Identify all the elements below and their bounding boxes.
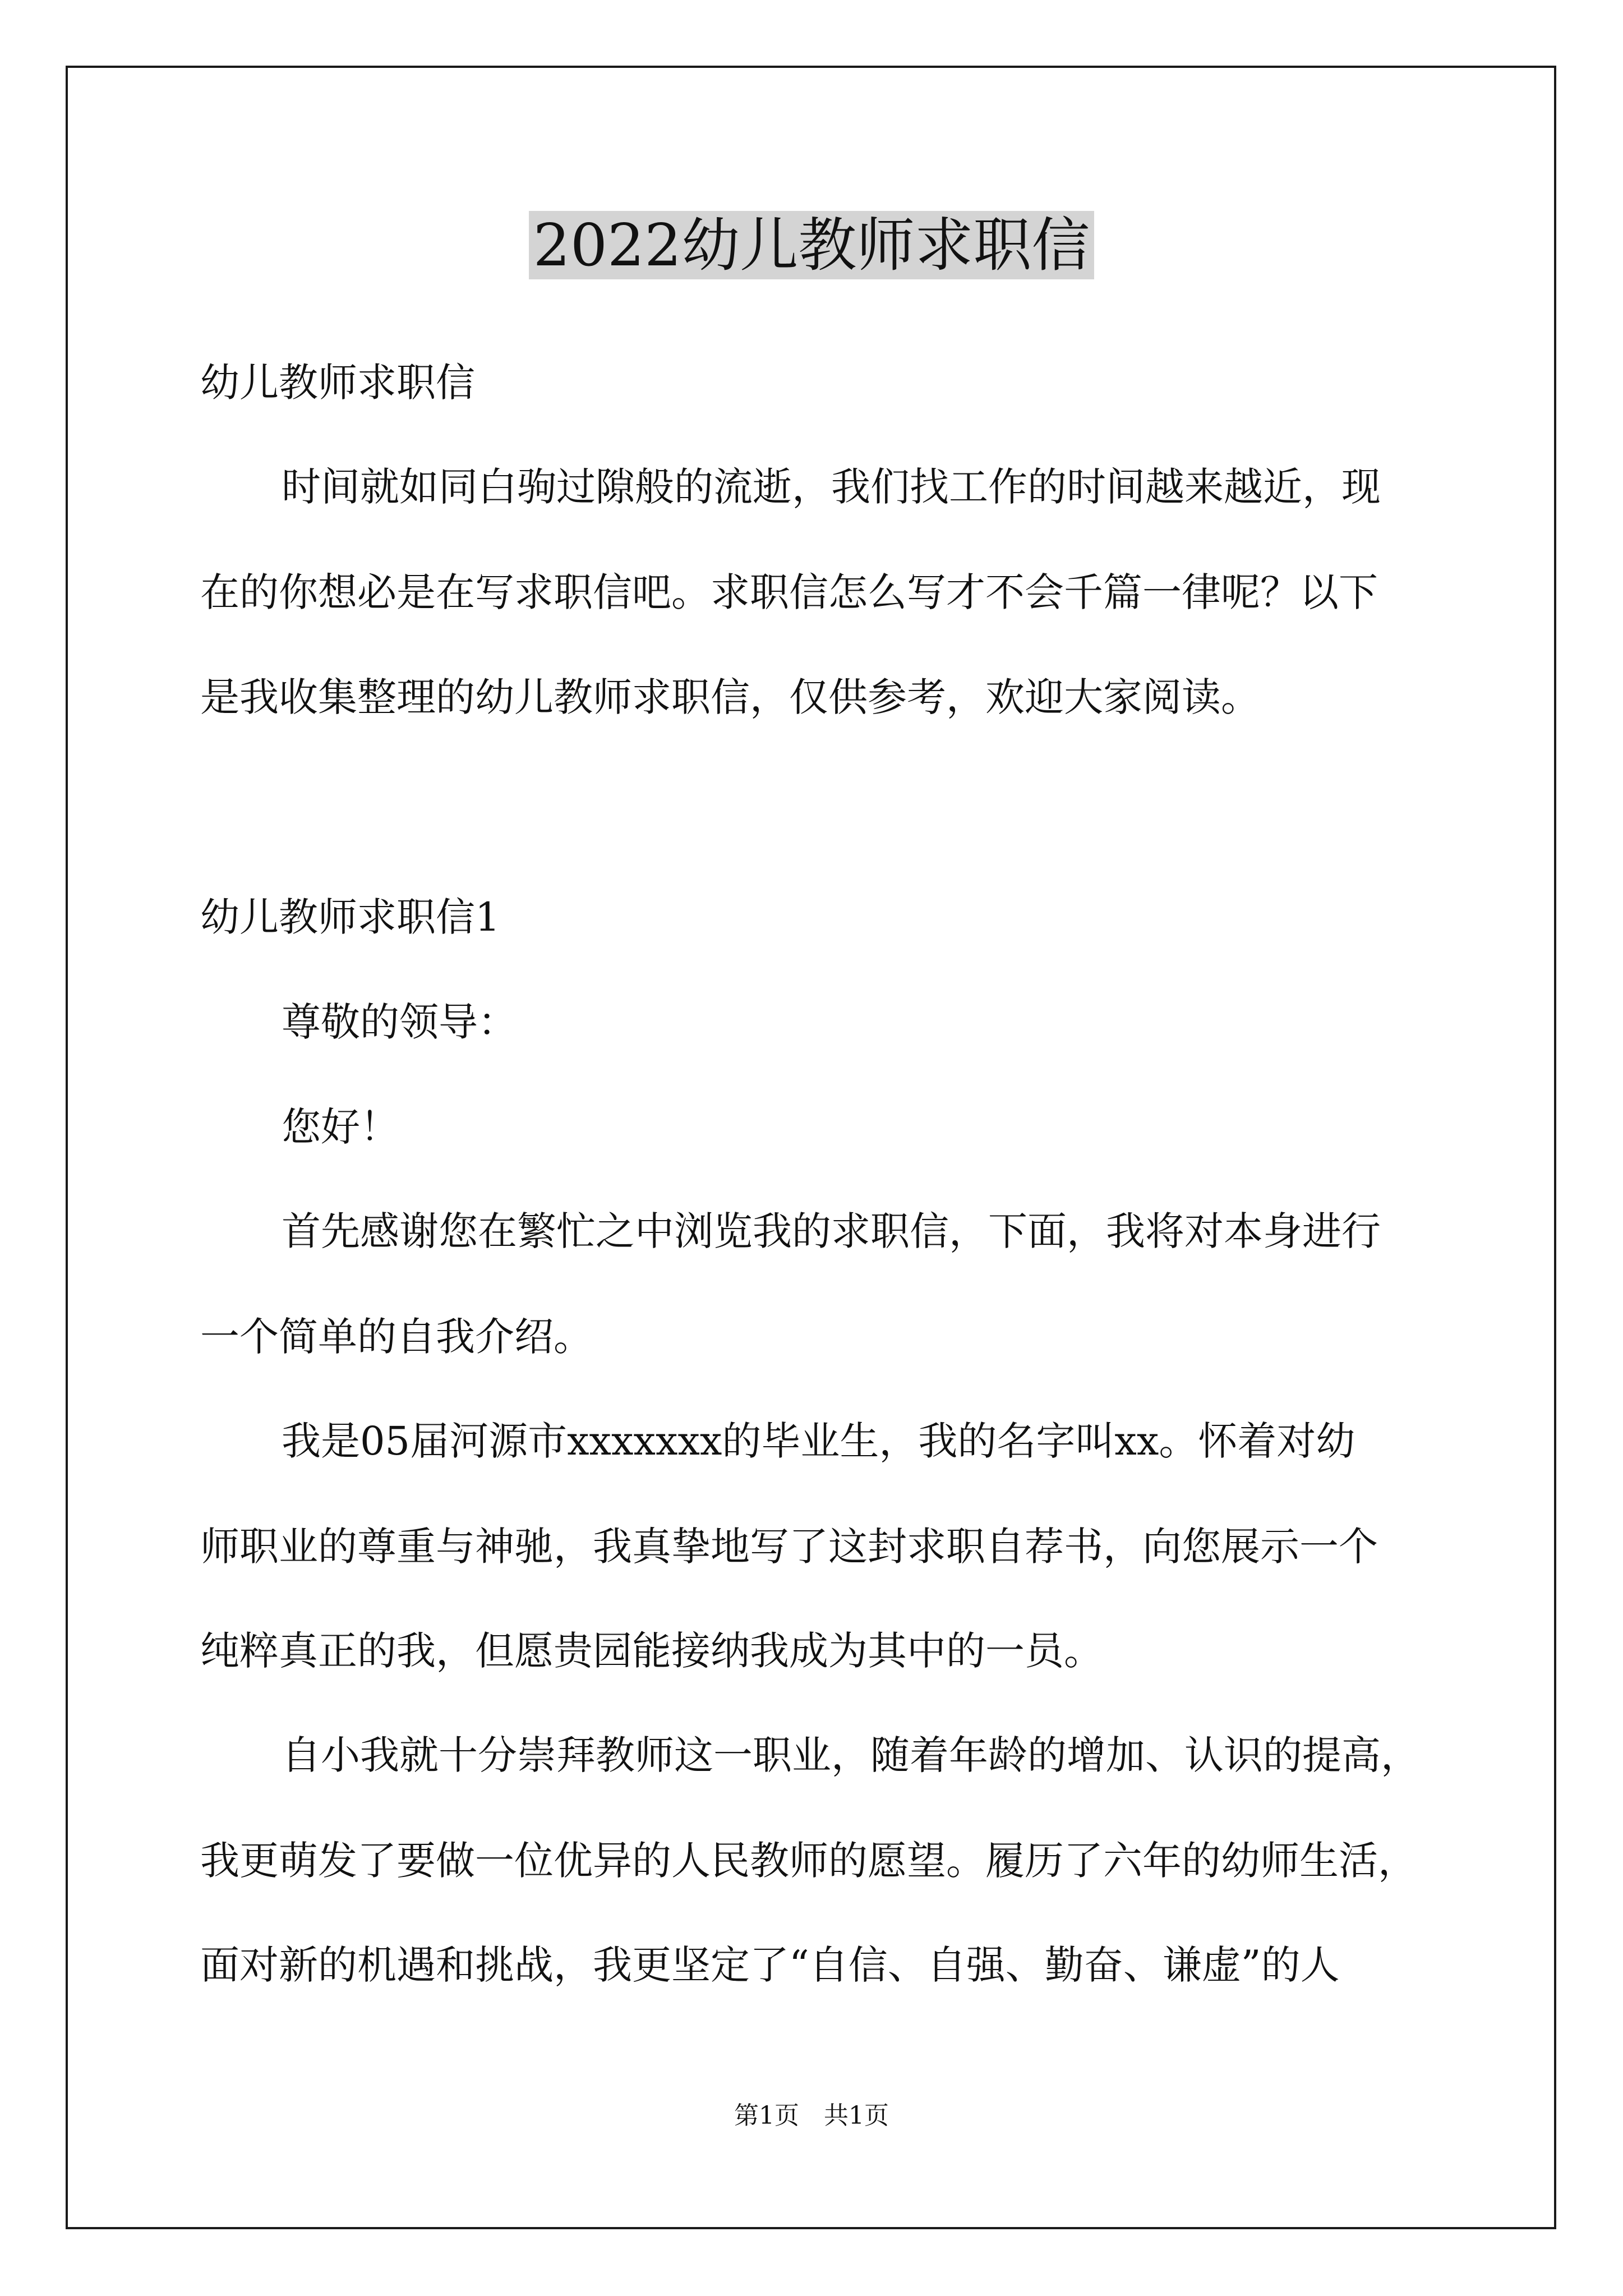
body-paragraph-line: 自小我就十分崇拜教师这一职业，随着年龄的增加、认识的提高， <box>282 1732 1420 1778</box>
document-title-text: 2022幼儿教师求职信 <box>529 211 1095 279</box>
intro-paragraph-line: 在的你想必是在写求职信吧。求职信怎么写才不会千篇一律呢？以下 <box>200 569 1378 615</box>
document-title <box>0 209 1623 282</box>
section-heading: 幼儿教师求职信 <box>200 360 475 406</box>
body-paragraph-line: 我是05届河源市xxxxxxx的毕业生，我的名字叫xx。怀着对幼 <box>282 1418 1355 1464</box>
body-paragraph-line: 面对新的机遇和挑战，我更坚定了“自信、自强、勤奋、谦虚”的人 <box>200 1942 1340 1988</box>
body-paragraph-line: 首先感谢您在繁忙之中浏览我的求职信，下面，我将对本身进行 <box>282 1208 1381 1254</box>
body-paragraph-line: 我更萌发了要做一位优异的人民教师的愿望。履历了六年的幼师生活， <box>200 1838 1417 1884</box>
salutation: 尊敬的领导： <box>282 999 517 1045</box>
page-number: 第1页 共1页 <box>734 2101 889 2130</box>
intro-paragraph-line: 是我收集整理的幼儿教师求职信，仅供参考，欢迎大家阅读。 <box>200 674 1260 720</box>
intro-paragraph-line: 时间就如同白驹过隙般的流逝，我们找工作的时间越来越近，现 <box>282 464 1381 510</box>
body-paragraph-line: 师职业的尊重与神驰，我真挚地写了这封求职自荐书，向您展示一个 <box>200 1524 1378 1570</box>
body-paragraph-line: 纯粹真正的我，但愿贵园能接纳我成为其中的一员。 <box>200 1628 1103 1674</box>
letter-heading: 幼儿教师求职信1 <box>200 894 500 940</box>
body-paragraph-line: 一个简单的自我介绍。 <box>200 1314 593 1360</box>
greeting: 您好！ <box>282 1104 399 1150</box>
